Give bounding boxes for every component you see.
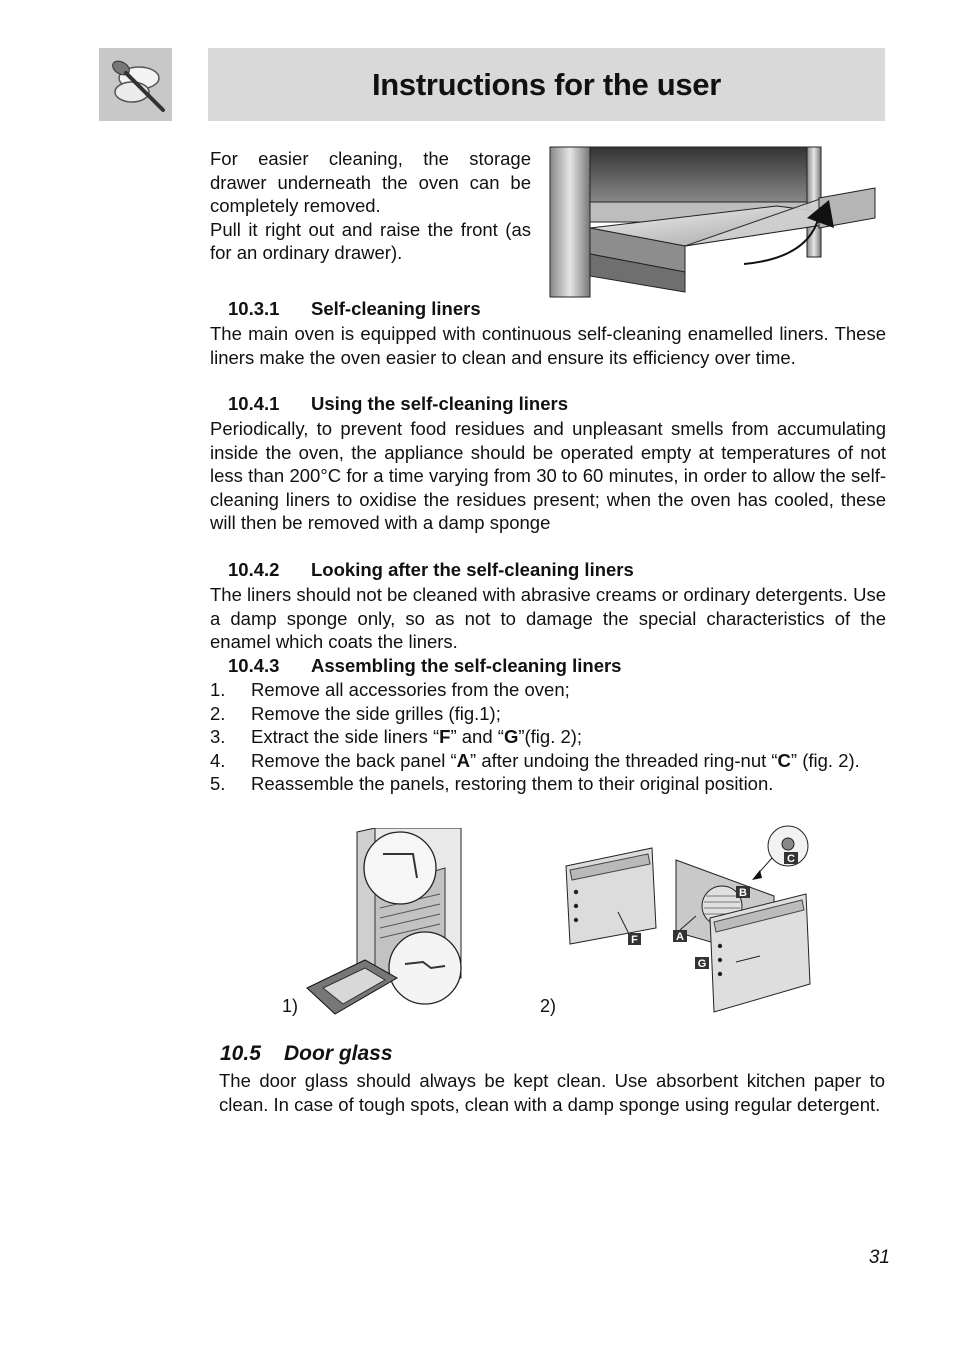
list-item-number: 1.: [210, 679, 226, 700]
section-heading-10-3-1: [228, 298, 481, 320]
drawer-illustration: [549, 146, 879, 298]
tag-a: A: [676, 931, 684, 943]
list-item-text: Remove the side grilles (fig.1);: [251, 702, 501, 724]
section-title: Self-cleaning liners: [311, 298, 481, 319]
liner-letter: F: [439, 726, 451, 748]
list-item-number: 2.: [210, 702, 226, 724]
section-title: Using the self-cleaning liners: [311, 393, 569, 414]
section-number: 10.3.1: [228, 298, 280, 319]
section-number: 10.4.3: [228, 655, 280, 676]
section-number: 10.4.2: [228, 559, 280, 580]
figure-1-oven-grilles: [305, 828, 465, 1018]
figure-2-label: 2): [540, 996, 557, 1016]
list-item-text: Reassemble the panels, restoring them to their original position.: [251, 773, 774, 795]
list-item: [210, 702, 886, 726]
header-bar: [208, 48, 885, 121]
text-run: ” (fig. 2).: [790, 749, 860, 771]
text-run: Extract the side liners “: [251, 726, 440, 748]
section-text: The door glass should always be kept clean. Use absorbent kitchen paper to clean. In case of tough spots, clean with a damp sponge using regular detergent.: [219, 1070, 885, 1115]
list-item: [210, 772, 886, 796]
list-item: [210, 749, 886, 773]
section-body-10-4-1: [210, 417, 886, 535]
section-heading-10-5: [220, 1042, 393, 1066]
section-heading-10-4-2: [228, 559, 634, 581]
figure-2-liners: [560, 824, 816, 1014]
section-body-10-3-1: [210, 322, 886, 369]
section-title: Door glass: [284, 1042, 393, 1065]
section-number: 10.5: [220, 1042, 261, 1065]
panel-letter: A: [456, 749, 471, 771]
page-title: Instructions for the user: [371, 66, 722, 102]
section-text: The liners should not be cleaned with abrasive creams or ordinary detergents. Use a damp sponge only, so as not to damage the special characteristics of the enamel which coats the liners.: [210, 584, 886, 653]
list-item-number: 4.: [210, 749, 226, 771]
section-title: Looking after the self-cleaning liners: [311, 559, 634, 580]
door-glass-text: [219, 1069, 885, 1116]
ring-nut-letter: C: [777, 749, 791, 771]
tag-g: G: [697, 958, 707, 970]
section-heading-10-4-3: [228, 655, 621, 677]
list-item-text: [251, 749, 886, 773]
list-item-number: 3.: [210, 726, 226, 748]
tag-c: C: [787, 853, 795, 865]
section-heading-10-4-1: [228, 393, 568, 415]
assembly-steps-list: [210, 678, 886, 796]
tag-f: F: [631, 934, 638, 946]
intro-paragraph-1: For easier cleaning, the storage drawer underneath the oven can be completely removed.: [210, 148, 531, 217]
intro-text: [210, 147, 531, 265]
list-item: [210, 678, 886, 702]
liner-letter: G: [503, 726, 519, 748]
text-run: ” and “: [450, 726, 504, 748]
list-item-text: [251, 725, 886, 749]
page-number: 31: [868, 1247, 890, 1268]
section-text: The main oven is equipped with continuous self-cleaning enamelled liners. These liners make the oven easier to clean and ensure its efficiency over time.: [210, 323, 886, 368]
figure-1-label: 1): [282, 996, 299, 1016]
list-item-number: 5.: [210, 773, 226, 795]
tag-b: B: [739, 887, 747, 899]
text-run: Remove the back panel “: [251, 749, 457, 771]
list-item-text: Remove all accessories from the oven;: [251, 679, 570, 700]
text-run: ” after undoing the threaded ring-nut “: [470, 749, 778, 771]
section-body-10-4-2: [210, 583, 886, 654]
list-item: [210, 725, 886, 749]
section-number: 10.4.1: [228, 393, 280, 414]
text-run: ”(fig. 2);: [518, 726, 583, 748]
chef-spoon-icon: [99, 48, 172, 121]
chef-logo: [99, 48, 172, 121]
section-title: Assembling the self-cleaning liners: [311, 655, 622, 676]
section-text: Periodically, to prevent food residues and unpleasant smells from accumulating inside the oven, the appliance should be operated empty at temperatures of not less than 200°C for a time varying from 30 to 60 minutes, in order to allow the self-cleaning liners to oxidise the residues present; when the oven has cooled, these will then be removed with a damp sponge: [210, 418, 886, 534]
intro-paragraph-2: Pull it right out and raise the front (as for an ordinary drawer).: [210, 218, 531, 264]
